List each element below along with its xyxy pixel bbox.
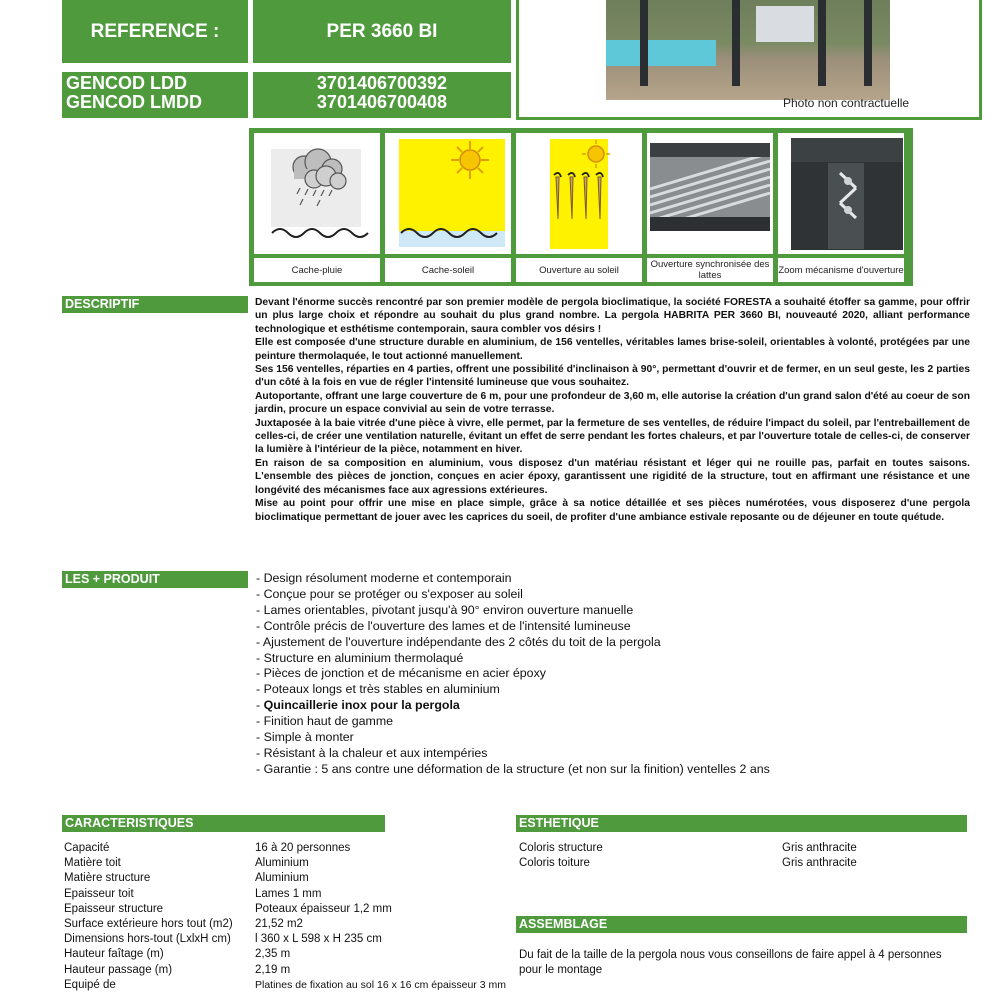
list-item: - Poteaux longs et très stables en aluminium [256, 682, 500, 697]
caracteristiques-table [64, 841, 515, 993]
descriptif-paragraph: Elle est composée d'une structure durable en aluminium, de 156 ventelles, véritables lames brise-soleil, orientables à volonté, protégées par une peinture thermolaquée, le tout actionné manuellement. [255, 337, 970, 362]
table-row: Hauteur faîtage (m) 2,35 m [64, 948, 291, 961]
feature-icon-strip [249, 128, 913, 286]
gencod-labels [62, 72, 248, 118]
table-row: Equipé de Platines de fixation au sol 16 x 16 cm épaisseur 3 mm [64, 978, 506, 991]
list-item: - Finition haut de gamme [256, 714, 394, 729]
gencod-ldd-value: 3701406700392 [316, 73, 448, 93]
list-item: - Quincaillerie inox pour la pergola [256, 698, 460, 713]
list-item: - Résistant à la chaleur et aux intempéries [256, 745, 488, 760]
produit-list [256, 571, 956, 778]
list-item: - Contrôle précis de l'ouverture des lames et de l'intensité lumineuse [256, 618, 631, 633]
caracteristiques-header: CARACTERISTIQUES [62, 815, 385, 832]
descriptif-paragraph: Autoportante, offrant une large couverture de 6 m, pour une profondeur de 3,60 m, elle autorise la création d'un grand salon d'été au coeur de son jardin, procure un espace convivial au sein de votre terrasse. [255, 390, 970, 416]
photo-post [732, 0, 740, 86]
descriptif-paragraph: Ses 156 ventelles, réparties en 4 parties, offrent une possibilité d'inclinaison à 90°, permettant d'ouvrir et de fermer, en un seul geste, les 2 parties d'un côté à la fois en vue de régler l'intensité lumineuse que vous souhaitez. [255, 364, 970, 389]
photo-pool [606, 40, 716, 66]
assemblage-text: Du fait de la taille de la pergola nous vous conseillons de faire appel à 4 personnes pour le montage [519, 949, 942, 977]
table-row: Epaisseur structure Poteaux épaisseur 1,2 mm [64, 902, 392, 915]
rain-cloud-icon [254, 133, 380, 254]
icon-label-cache-soleil: Cache-soleil [385, 258, 511, 282]
photo-post [640, 0, 648, 86]
descriptif-paragraph: Juxtaposée à la baie vitrée d'une pièce à vivre, elle permet, par la fermeture de ses ventelles, de réduire l'impact du soleil, par l'entrebaillement de celles-ci, de créer une ventilation naturelle, évitant un effet de serre pendant les fortes chaleurs, et par l'ouverture totale de celles-ci, de conserver la lumière à l'intérieur de la pièce, notamment en hiver. [255, 417, 970, 456]
list-item: - Design résolument moderne et contemporain [256, 571, 512, 585]
gencod-values [253, 72, 511, 118]
slats-photo-icon [647, 133, 773, 254]
assemblage-header: ASSEMBLAGE [516, 916, 967, 933]
table-row: Matière toit Aluminium [64, 857, 309, 870]
photo-post [818, 0, 826, 86]
reference-label: REFERENCE : [62, 0, 248, 63]
photo-post [864, 0, 872, 86]
esthetique-table [519, 841, 857, 871]
descriptif-paragraph: Devant l'énorme succès rencontré par son premier modèle de pergola bioclimatique, la société FORESTA a souhaité étoffer sa gamme, pour offrir un plus large choix et répondre au souhait du plus grand nombre. La pergola HABRITA PER 3660 BI, nouveauté 2020, alliant performance technologique et esthétisme contemporain, saura combler vos désirs ! [255, 297, 970, 335]
descriptif-text [255, 296, 970, 524]
list-item: - Conçue pour se protéger ou s'exposer au soleil [256, 586, 523, 601]
icon-label-cache-pluie: Cache-pluie [254, 258, 380, 282]
mechanism-photo-icon [778, 133, 904, 254]
sun-waves-icon [385, 133, 511, 254]
table-row: Matière structure Aluminium [64, 872, 309, 885]
produit-header: LES + PRODUIT [62, 571, 248, 588]
sun-blades-icon [516, 133, 642, 254]
descriptif-header: DESCRIPTIF [62, 296, 248, 313]
product-photo-frame [516, 0, 982, 120]
icon-label-ouverture-lattes: Ouverture synchronisée des lattes [647, 258, 773, 282]
photo-caption: Photo non contractuelle [783, 96, 910, 110]
icon-label-ouverture-soleil: Ouverture au soleil [516, 258, 642, 282]
list-item: - Structure en aluminium thermolaqué [256, 650, 464, 665]
list-item: - Simple à monter [256, 730, 354, 745]
list-item: - Lames orientables, pivotant jusqu'à 90° environ ouverture manuelle [256, 602, 634, 617]
table-row: Surface extérieure hors tout (m2) 21,52 m2 [64, 918, 303, 931]
list-item: - Garantie : 5 ans contre une déformation de la structure (et non sur la finition) ventelles 2 ans [256, 761, 770, 776]
esthetique-header: ESTHETIQUE [516, 815, 967, 832]
icon-label-zoom-mecanisme: Zoom mécanisme d'ouverture [778, 258, 904, 282]
table-row: Hauteur passage (m) 2,19 m [64, 963, 291, 976]
product-photo [606, 0, 890, 100]
reference-value: PER 3660 BI [253, 0, 511, 63]
list-item: - Pièces de jonction et de mécanisme en acier époxy [256, 666, 546, 681]
descriptif-paragraph: En raison de sa composition en aluminium, vous disposez d'un matériau résistant et léger qui ne rouille pas, parfait en toutes saisons. L'ensemble des pièces de jonction, conçues en acier époxy, garantissent une rigidité de la structure, tout en affirmant une résistance et une longévité des mécanismes face aux agressions extérieures. [255, 457, 970, 496]
photo-house [756, 6, 814, 42]
table-row: Epaisseur toit Lames 1 mm [64, 887, 322, 900]
gencod-ldd-label: GENCOD LDD [66, 73, 187, 93]
table-row: Dimensions hors-tout (LxlxH cm) l 360 x L 598 x H 235 cm [64, 933, 382, 946]
list-item: - Ajustement de l'ouverture indépendante des 2 côtés du toit de la pergola [256, 634, 661, 649]
table-row: Coloris toiture Gris anthracite [519, 857, 857, 870]
table-row: Coloris structure Gris anthracite [519, 842, 857, 854]
gencod-lmdd-label: GENCOD LMDD [66, 92, 202, 112]
table-row: Capacité 16 à 20 personnes [64, 842, 351, 854]
descriptif-paragraph: Mise au point pour offrir une mise en place simple, grâce à sa notice détaillée et ses pièces numérotées, vous disposerez d'une pergola bioclimatique permettant de jouer avec les caprices du soeil, de profiter d'une ambiance estivale reposante ou de déjeuner en toute quétude. [255, 498, 970, 523]
gencod-lmdd-value: 3701406700408 [316, 92, 448, 112]
